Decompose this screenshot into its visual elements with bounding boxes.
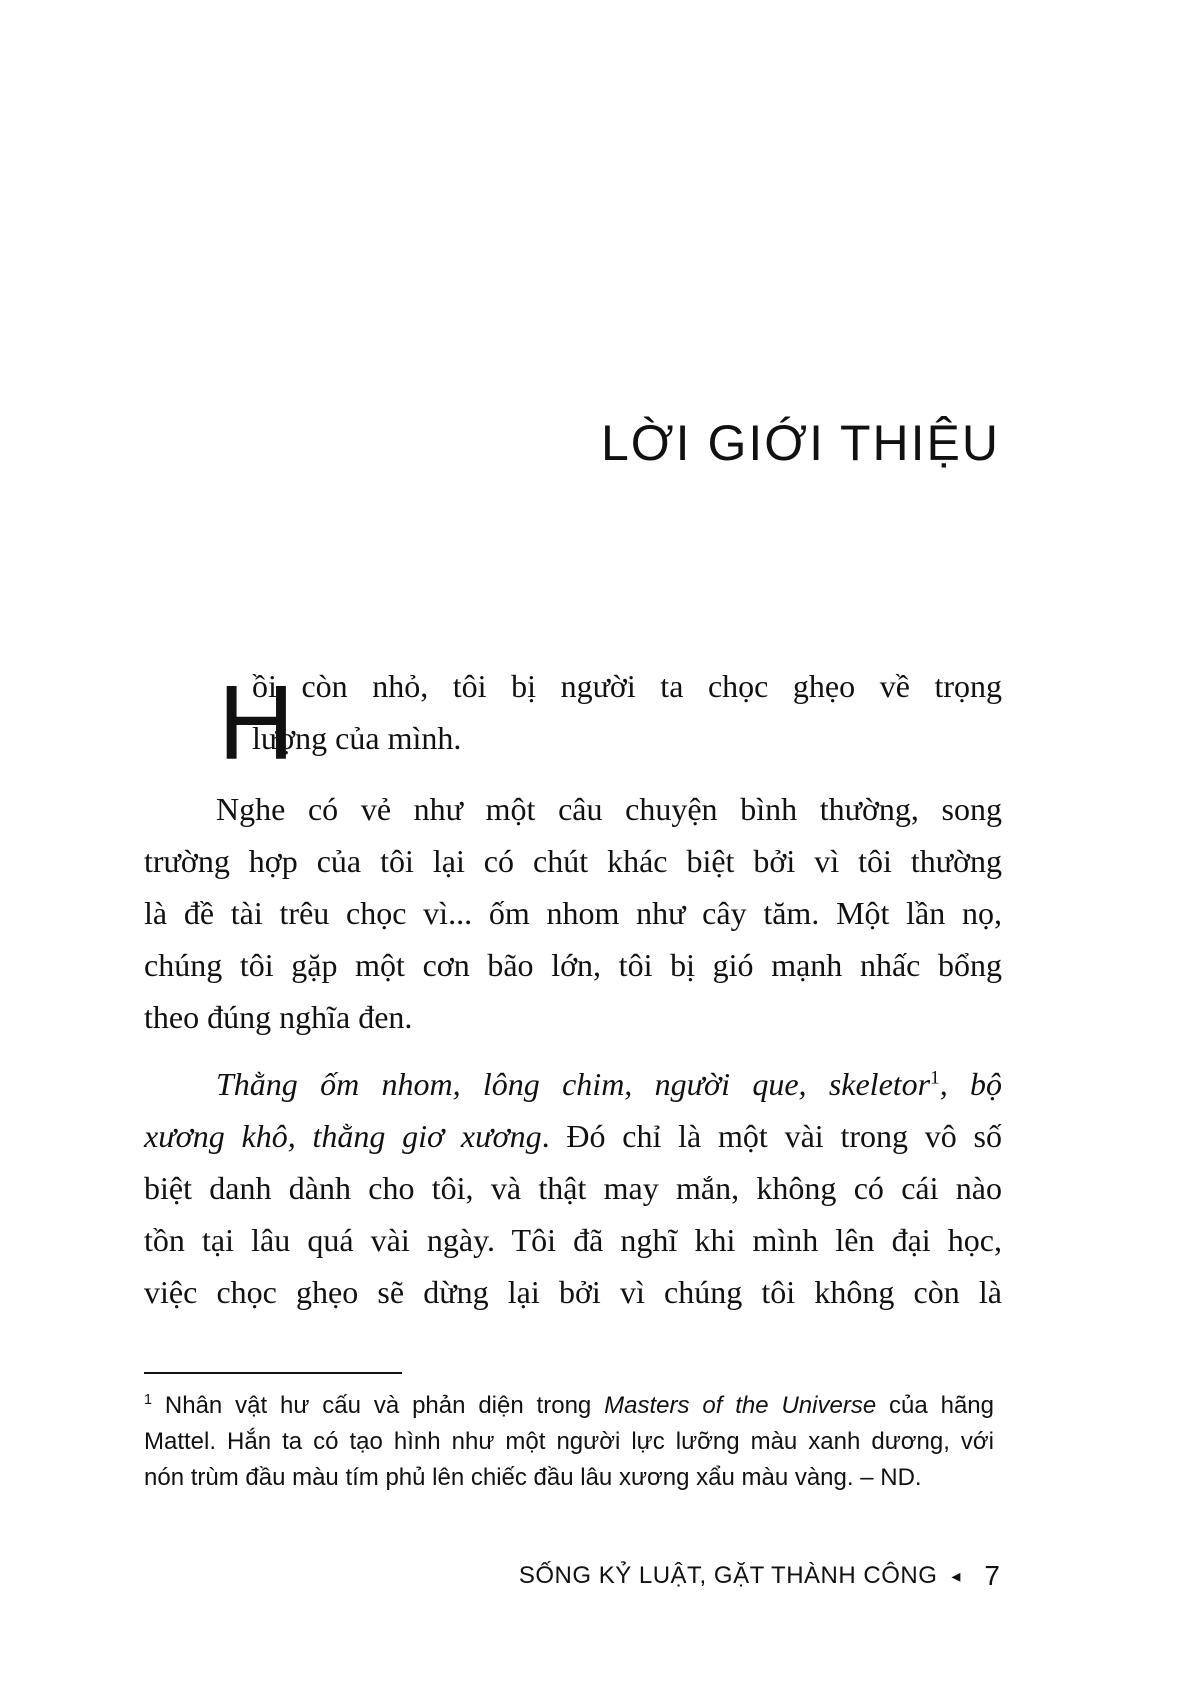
running-footer: [519, 1560, 1000, 1592]
footnote-number: 1: [144, 1392, 153, 1408]
footnote-line: [144, 1388, 994, 1424]
footnote-divider: [144, 1372, 402, 1374]
text-line: ồi còn nhỏ, tôi bị người ta chọc ghẹo về trọng: [252, 668, 1002, 704]
text-line: [144, 1110, 1002, 1162]
footnote-ref[interactable]: 1: [930, 1067, 940, 1089]
paragraph-second: [144, 783, 1002, 1043]
text-line: Nghe có vẻ như một câu chuyện bình thường, song: [216, 791, 1002, 827]
text-line: tồn tại lâu quá vài ngày. Tôi đã nghĩ khi mình lên đại học,: [144, 1222, 1002, 1258]
text-line: [144, 1058, 1002, 1110]
page-number: 7: [984, 1560, 1000, 1591]
italic-text: , bộ: [939, 1066, 1002, 1102]
arrow-left-icon: ◂: [951, 1565, 961, 1586]
italic-text: Masters of the Universe: [604, 1392, 877, 1419]
footnote-line: Mattel. Hắn ta có tạo hình như một người lực lưỡng màu xanh dương, với: [144, 1428, 994, 1455]
chapter-title: LỜI GIỚI THIỆU: [601, 415, 1000, 471]
text-span: của hãng: [889, 1392, 994, 1419]
text-line: là đề tài trêu chọc vì... ốm nhom như cây tăm. Một lần nọ,: [144, 895, 1002, 931]
drop-cap: H: [218, 664, 295, 782]
footnote: [144, 1388, 994, 1496]
text-span: . Đó chỉ là một vài trong vô số: [541, 1118, 1003, 1154]
book-title: SỐNG KỶ LUẬT, GẶT THÀNH CÔNG: [518, 1562, 938, 1589]
text-line: trường hợp của tôi lại có chút khác biệt bởi vì tôi thường: [144, 843, 1002, 879]
italic-text: Thằng ốm nhom, lông chim, người que, skeletor: [216, 1066, 931, 1102]
text-line: lượng của mình.: [252, 720, 462, 756]
paragraph-first: [144, 660, 1002, 764]
italic-text: xương khô, thằng giơ xương: [144, 1118, 542, 1154]
text-line: theo đúng nghĩa đen.: [144, 999, 413, 1035]
text-line: chúng tôi gặp một cơn bão lớn, tôi bị gió mạnh nhấc bổng: [144, 947, 1002, 983]
paragraph-third: [144, 1058, 1002, 1318]
text-span: Nhân vật hư cấu và phản diện trong: [164, 1392, 592, 1419]
text-line: việc chọc ghẹo sẽ dừng lại bởi vì chúng tôi không còn là: [144, 1274, 1002, 1310]
footnote-line: nón trùm đầu màu tím phủ lên chiếc đầu lâu xương xẩu màu vàng. – ND.: [144, 1464, 922, 1491]
text-line: biệt danh dành cho tôi, và thật may mắn, không có cái nào: [144, 1170, 1002, 1206]
